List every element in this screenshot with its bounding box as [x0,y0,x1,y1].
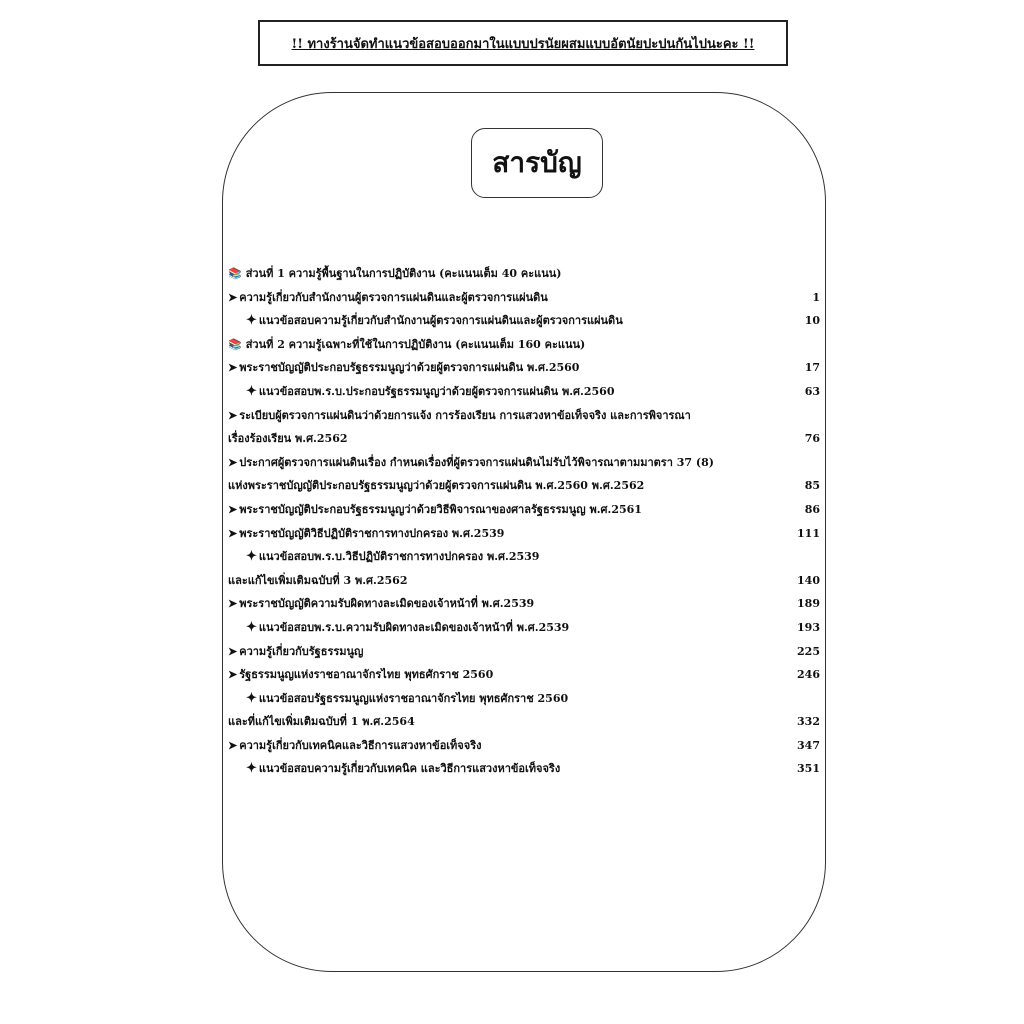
toc-entry [228,663,493,687]
toc-entry-text: ส่วนที่ 2 ความรู้เฉพาะที่ใช้ในการปฏิบัติงาน (คะแนนเต็ม 160 คะแนน) [245,337,586,351]
star-icon: ✦ [246,690,257,706]
toc-row [228,757,820,781]
toc-entry-text: แนวข้อสอบพ.ร.บ.วิธีปฏิบัติราชการทางปกครอง พ.ศ.2539 [258,550,540,564]
star-icon: ✦ [246,619,257,635]
toc-page-number: 10 [804,314,820,328]
toc-entry-text: และที่แก้ไขเพิ่มเติมฉบับที่ 1 พ.ศ.2564 [228,715,415,729]
toc-row [228,427,820,451]
toc-entry-text: รัฐธรรมนูญแห่งราชอาณาจักรไทย พุทธศักราช 2560 [239,668,494,682]
toc-row [228,687,820,711]
toc-entry [228,640,363,664]
toc-entry-text: พระราชบัญญัติประกอบรัฐธรรมนูญว่าด้วยวิธีพิจารณาของศาลรัฐธรรมนูญ พ.ศ.2561 [239,502,642,516]
toc-page-number: 17 [804,361,820,375]
toc-entry [246,616,569,640]
toc-page-number: 86 [804,502,820,516]
toc-row [228,616,820,640]
toc-page-number: 76 [804,432,820,446]
page-title-text: สารบัญ [492,146,582,179]
arrow-icon: ➤ [228,408,238,422]
toc-entry-text: ความรู้เกี่ยวกับเทคนิคและวิธีการแสวงหาข้อเท็จจริง [239,738,482,752]
toc-entry-text: แนวข้อสอบความรู้เกี่ยวกับสำนักงานผู้ตรวจการแผ่นดินและผู้ตรวจการแผ่นดิน [258,314,623,328]
book-icon: 📚 [228,267,242,280]
toc-entry-text: เรื่องร้องเรียน พ.ศ.2562 [228,432,348,446]
toc-entry-text: แนวข้อสอบพ.ร.บ.ความรับผิดทางละเมิดของเจ้าหน้าที่ พ.ศ.2539 [258,620,570,634]
toc-row [228,592,820,616]
toc-row [228,286,820,310]
toc-entry [228,522,504,546]
toc-row [228,663,820,687]
toc-entry [228,451,714,475]
arrow-icon: ➤ [228,290,238,304]
toc-page-number: 85 [804,479,820,493]
toc-row [228,333,820,357]
arrow-icon: ➤ [228,526,238,540]
toc-page-number: 1 [812,290,820,304]
toc-page-number: 351 [797,762,820,776]
toc-row [228,262,820,286]
star-icon: ✦ [246,313,257,329]
toc-row [228,640,820,664]
toc-entry-text: พระราชบัญญัติวิธีปฏิบัติราชการทางปกครอง พ.ศ.2539 [239,526,505,540]
toc-entry [228,569,408,593]
arrow-icon: ➤ [228,455,238,469]
toc-entry-text: ส่วนที่ 1 ความรู้พื้นฐานในการปฏิบัติงาน (คะแนนเต็ม 40 คะแนน) [245,267,562,280]
toc-page-number: 347 [797,738,820,752]
toc-row [228,451,820,475]
toc-entry [228,710,415,734]
arrow-icon: ➤ [228,502,238,516]
toc-row [228,404,820,428]
star-icon: ✦ [246,549,257,565]
toc-page-number: 193 [797,620,820,634]
toc-entry [246,545,539,569]
toc-entry [246,309,623,333]
star-icon: ✦ [246,383,257,399]
arrow-icon: ➤ [228,361,238,375]
toc-entry [228,333,585,357]
book-icon: 📚 [228,337,242,351]
toc-entry [246,687,568,711]
toc-entry [228,427,348,451]
toc-entry [228,286,548,310]
toc-entry-text: ประกาศผู้ตรวจการแผ่นดินเรื่อง กำหนดเรื่องที่ผู้ตรวจการแผ่นดินไม่รับไว้พิจารณาตามมาตรา 37 (8) [239,455,714,469]
toc-entry-text: ความรู้เกี่ยวกับสำนักงานผู้ตรวจการแผ่นดินและผู้ตรวจการแผ่นดิน [239,290,548,304]
toc-row [228,545,820,569]
toc-entry [228,356,579,380]
toc-page-number: 225 [797,644,820,658]
toc-row [228,734,820,758]
toc-entry [246,380,615,404]
toc-page-number: 189 [797,597,820,611]
toc-entry [228,734,481,758]
arrow-icon: ➤ [228,738,238,752]
toc-entry-text: ความรู้เกี่ยวกับรัฐธรรมนูญ [239,644,364,658]
toc-entry-text: พระราชบัญญัติความรับผิดทางละเมิดของเจ้าหน้าที่ พ.ศ.2539 [239,597,535,611]
toc-page-number: 140 [797,573,820,587]
toc-row [228,710,820,734]
arrow-icon: ➤ [228,597,238,611]
toc-page-number: 63 [804,384,820,398]
toc-entry-text: แนวข้อสอบความรู้เกี่ยวกับเทคนิค และวิธีการแสวงหาข้อเท็จจริง [258,762,561,776]
toc-page-number: 111 [797,526,820,540]
notice-banner [258,20,788,66]
toc-row [228,380,820,404]
toc-row [228,356,820,380]
toc-entry [228,262,561,286]
toc-entry [228,592,534,616]
toc-page-number: 246 [797,668,820,682]
toc-row [228,569,820,593]
toc-entry-text: ระเบียบผู้ตรวจการแผ่นดินว่าด้วยการแจ้ง การร้องเรียน การแสวงหาข้อเท็จจริง และการพิจารณา [239,408,691,422]
toc-page-number: 332 [797,715,820,729]
toc-entry-text: พระราชบัญญัติประกอบรัฐธรรมนูญว่าด้วยผู้ตรวจการแผ่นดิน พ.ศ.2560 [239,361,580,375]
toc-entry-text: แนวข้อสอบพ.ร.บ.ประกอบรัฐธรรมนูญว่าด้วยผู้ตรวจการแผ่นดิน พ.ศ.2560 [258,384,615,398]
toc-entry [228,474,644,498]
toc-entry-text: แห่งพระราชบัญญัติประกอบรัฐธรรมนูญว่าด้วยผู้ตรวจการแผ่นดิน พ.ศ.2560 พ.ศ.2562 [228,479,645,493]
table-of-contents [228,262,820,781]
toc-row [228,474,820,498]
arrow-icon: ➤ [228,668,238,682]
toc-entry [228,498,642,522]
notice-text: !! ทางร้านจัดทำแนวข้อสอบออกมาในแบบปรนัยผสมแบบอัตนัยปะปนกันไปนะคะ !! [291,36,755,52]
star-icon: ✦ [246,761,257,777]
page-title [471,128,603,198]
arrow-icon: ➤ [228,644,238,658]
toc-entry [246,757,560,781]
toc-entry [228,404,691,428]
toc-entry-text: แนวข้อสอบรัฐธรรมนูญแห่งราชอาณาจักรไทย พุทธศักราช 2560 [258,691,569,705]
toc-row [228,309,820,333]
toc-row [228,522,820,546]
toc-entry-text: และแก้ไขเพิ่มเติมฉบับที่ 3 พ.ศ.2562 [228,573,408,587]
toc-row [228,498,820,522]
